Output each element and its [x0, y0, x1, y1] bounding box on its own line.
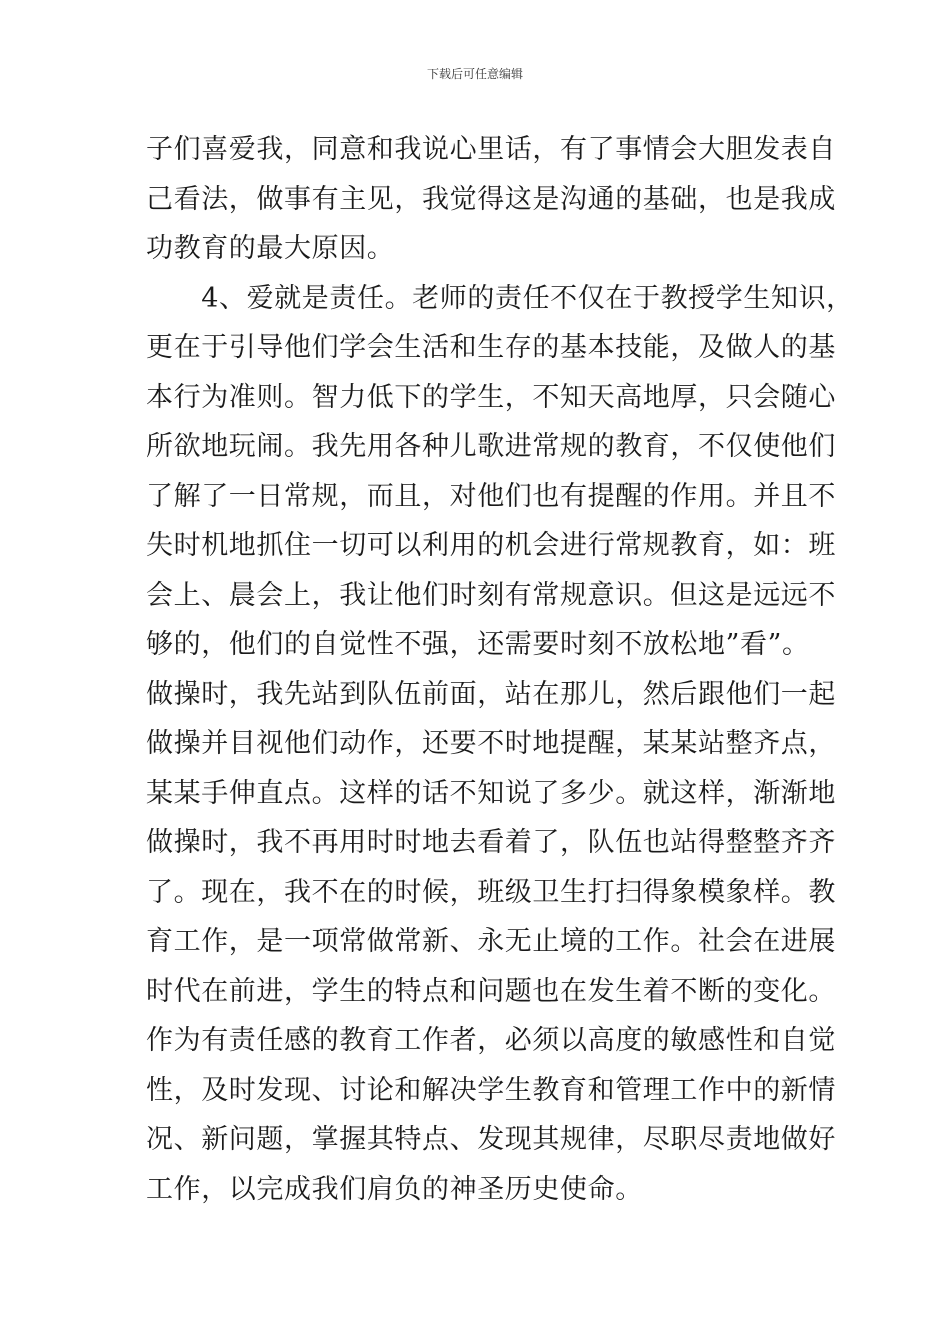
- body-line: 育工作，是一项常做常新、永无止境的工作。社会在进展: [146, 926, 836, 957]
- body-line: 做操时，我先站到队伍前面，站在那儿，然后跟他们一起: [146, 679, 836, 710]
- body-line: 性，及时发现、讨论和解决学生教育和管理工作中的新情: [146, 1075, 836, 1106]
- body-line: 况、新问题，掌握其特点、发现其规律，尽职尽责地做好: [146, 1124, 836, 1155]
- body-line: 工作，以完成我们肩负的神圣历史使命。: [146, 1174, 643, 1205]
- page-header: 下载后可任意编辑: [426, 67, 523, 81]
- body-line: 某某手伸直点。这样的话不知说了多少。就这样，渐渐地: [146, 778, 836, 809]
- body-line: 时代在前进，学生的特点和问题也在发生着不断的变化。: [146, 976, 836, 1007]
- body-line: 了解了一日常规，而且，对他们也有提醒的作用。并且不: [146, 481, 836, 512]
- body-line: 功教育的最大原因。: [146, 233, 395, 264]
- body-line: 本行为准则。智力低下的学生，不知天高地厚，只会随心: [146, 382, 836, 413]
- body-line: 4、爱就是责任。老师的责任不仅在于教授学生知识，: [146, 283, 854, 314]
- body-line: 够的，他们的自觉性不强，还需要时刻不放松地”看”。: [146, 629, 810, 660]
- body-line: 做操并目视他们动作，还要不时地提醒，某某站整齐点，: [146, 728, 836, 759]
- body-line: 更在于引导他们学会生活和生存的基本技能，及做人的基: [146, 332, 836, 363]
- body-line: 了。现在，我不在的时候，班级卫生打扫得象模象样。教: [146, 877, 836, 908]
- body-line: 会上、晨会上，我让他们时刻有常规意识。但这是远远不: [146, 580, 836, 611]
- body-line: 所欲地玩闹。我先用各种儿歌进常规的教育，不仅使他们: [146, 431, 836, 462]
- body-line: 做操时，我不再用时时地去看着了，队伍也站得整整齐齐: [146, 827, 836, 858]
- body-line: 子们喜爱我，同意和我说心里话，有了事情会大胆发表自: [146, 134, 836, 165]
- body-line: 作为有责任感的教育工作者，必须以高度的敏感性和自觉: [146, 1025, 836, 1056]
- body-line: 失时机地抓住一切可以利用的机会进行常规教育，如：班: [146, 530, 836, 561]
- body-line: 己看法，做事有主见，我觉得这是沟通的基础，也是我成: [146, 184, 836, 215]
